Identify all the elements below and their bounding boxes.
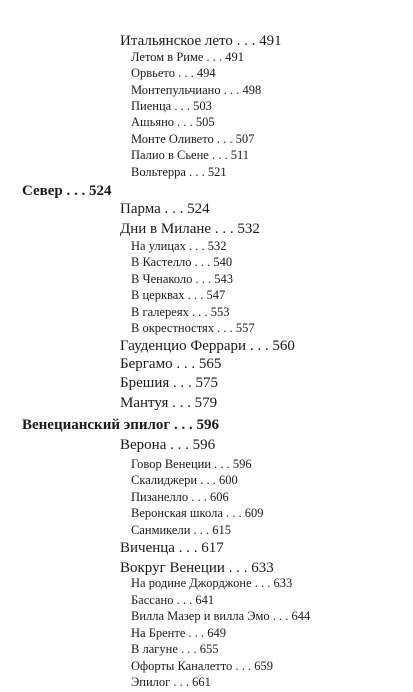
toc-page-number: 644 bbox=[291, 609, 311, 623]
toc-page-number: 596 bbox=[192, 437, 216, 453]
toc-entry-title: На улицах bbox=[131, 239, 186, 253]
toc-page-number: 498 bbox=[242, 83, 262, 97]
toc-leader-dots: . . . bbox=[211, 457, 233, 471]
toc-leader-dots: . . . bbox=[214, 321, 236, 335]
toc-entry bbox=[131, 67, 216, 80]
toc-page-number: 606 bbox=[210, 490, 229, 504]
toc-entry-title: Гауденцио Феррари bbox=[120, 338, 247, 354]
toc-page-number: 609 bbox=[244, 506, 264, 520]
toc-leader-dots: . . . bbox=[166, 437, 193, 453]
toc-leader-dots: . . . bbox=[174, 66, 197, 80]
toc-leader-dots: . . . bbox=[191, 255, 214, 269]
toc-entry-title: Орвьето bbox=[131, 66, 175, 80]
toc-entry bbox=[120, 541, 224, 556]
toc-leader-dots: . . . bbox=[188, 490, 211, 504]
toc-entry-title: Санмикели bbox=[131, 523, 191, 537]
toc-entry-title: Ашьяно bbox=[131, 115, 175, 129]
toc-entry bbox=[131, 594, 214, 607]
toc-entry bbox=[131, 240, 226, 253]
toc-entry-title: На родине Джорджоне bbox=[131, 576, 252, 590]
toc-section-heading bbox=[22, 418, 219, 433]
toc-leader-dots: . . . bbox=[269, 609, 292, 623]
toc-page-number: 505 bbox=[195, 115, 215, 129]
toc-leader-dots: . . . bbox=[220, 83, 243, 97]
toc-entry bbox=[120, 396, 217, 411]
toc-entry-title: Север bbox=[22, 183, 63, 199]
toc-page-number: 494 bbox=[196, 66, 216, 80]
toc-entry-title: В Ченаколо bbox=[131, 272, 193, 286]
toc-leader-dots: . . . bbox=[211, 221, 238, 237]
toc-page-number: 633 bbox=[273, 576, 293, 590]
toc-page-number: 560 bbox=[272, 338, 295, 354]
toc-leader-dots: . . . bbox=[185, 626, 208, 640]
toc-entry-title: Монтепульчиано bbox=[131, 83, 221, 97]
toc-leader-dots: . . . bbox=[192, 272, 215, 286]
toc-page-number: 543 bbox=[214, 272, 234, 286]
toc-leader-dots: . . . bbox=[184, 288, 207, 302]
toc-entry-title: Мантуя bbox=[120, 395, 169, 411]
toc-entry bbox=[131, 289, 225, 302]
toc-entry bbox=[120, 34, 282, 49]
toc-entry-title: Веронская школа bbox=[131, 506, 223, 520]
toc-entry bbox=[131, 84, 261, 97]
toc-entry-title: В Кастелло bbox=[131, 255, 192, 269]
toc-entry-title: Бассано bbox=[131, 593, 174, 607]
toc-entry-title: В окрестностях bbox=[131, 321, 215, 335]
toc-leader-dots: . . . bbox=[185, 165, 208, 179]
toc-leader-dots: . . . bbox=[213, 132, 236, 146]
toc-entry bbox=[131, 676, 211, 689]
toc-leader-dots: . . . bbox=[232, 659, 255, 673]
toc-entry-title: Скалиджери bbox=[131, 473, 198, 487]
toc-entry bbox=[131, 133, 254, 146]
toc-entry bbox=[131, 306, 229, 319]
toc-page-number: 491 bbox=[259, 33, 282, 49]
toc-entry bbox=[131, 524, 231, 537]
toc-entry bbox=[120, 438, 215, 453]
toc-entry-title: В галереях bbox=[131, 305, 189, 319]
toc-page-number: 565 bbox=[198, 356, 222, 372]
toc-leader-dots: . . . bbox=[171, 99, 194, 113]
toc-entry bbox=[131, 166, 227, 179]
toc-entry bbox=[120, 561, 274, 576]
toc-entry-title: Вокруг Венеции bbox=[120, 560, 225, 576]
toc-leader-dots: . . . bbox=[173, 593, 196, 607]
toc-page-number: 649 bbox=[207, 626, 227, 640]
toc-page-number: 547 bbox=[206, 288, 226, 302]
toc-entry bbox=[131, 100, 212, 113]
toc-page-number: 655 bbox=[199, 642, 219, 656]
toc-entry-title: На Бренте bbox=[131, 626, 186, 640]
toc-leader-dots: . . . bbox=[188, 305, 211, 319]
toc-entry-title: Пиенца bbox=[131, 99, 172, 113]
toc-entry-title: В церквах bbox=[131, 288, 185, 302]
toc-entry bbox=[120, 222, 260, 237]
toc-entry-title: В лагуне bbox=[131, 642, 178, 656]
toc-leader-dots: . . . bbox=[208, 148, 231, 162]
toc-leader-dots: . . . bbox=[170, 675, 193, 689]
toc-page-number: 511 bbox=[230, 148, 250, 162]
toc-leader-dots: . . . bbox=[169, 375, 196, 391]
toc-entry-title: Брешия bbox=[120, 375, 170, 391]
toc-entry-title: Верона bbox=[120, 437, 167, 453]
toc-entry bbox=[131, 507, 264, 520]
toc-page-number: 540 bbox=[213, 255, 233, 269]
toc-page-number: 641 bbox=[195, 593, 215, 607]
toc-entry bbox=[131, 660, 273, 673]
toc-leader-dots: . . . bbox=[190, 523, 213, 537]
toc-page-number: 596 bbox=[196, 417, 219, 433]
toc-page-number: 507 bbox=[235, 132, 255, 146]
toc-page-number: 532 bbox=[207, 239, 227, 253]
toc-page-number: 553 bbox=[210, 305, 230, 319]
toc-page-number: 633 bbox=[251, 560, 274, 576]
toc-page-number: 524 bbox=[187, 201, 210, 217]
toc-page-number: 557 bbox=[235, 321, 255, 335]
toc-page-number: 661 bbox=[192, 675, 211, 689]
toc-entry bbox=[131, 149, 249, 162]
toc-entry-title: Монте Оливето bbox=[131, 132, 214, 146]
toc-entry bbox=[131, 577, 292, 590]
toc-leader-dots: . . . bbox=[170, 417, 197, 433]
toc-page-number: 503 bbox=[193, 99, 212, 113]
toc-leader-dots: . . . bbox=[203, 50, 226, 64]
toc-page-number: 659 bbox=[254, 659, 273, 673]
toc-entry bbox=[131, 627, 226, 640]
toc-page-number: 617 bbox=[201, 540, 224, 556]
toc-entry-title: Парма bbox=[120, 201, 161, 217]
toc-entry-title: Дни в Милане bbox=[120, 221, 212, 237]
toc-leader-dots: . . . bbox=[174, 540, 202, 556]
toc-entry-title: Летом в Риме bbox=[131, 50, 204, 64]
toc-entry bbox=[131, 458, 252, 471]
toc-page-number: 600 bbox=[219, 473, 238, 487]
toc-entry bbox=[131, 273, 233, 286]
toc-entry-title: Пизанелло bbox=[131, 490, 189, 504]
toc-entry-title: Говор Венеции bbox=[131, 457, 212, 471]
toc-leader-dots: . . . bbox=[172, 356, 199, 372]
toc-entry-title: Итальянское лето bbox=[120, 33, 233, 49]
toc-section-heading bbox=[22, 184, 112, 199]
toc-leader-dots: . . . bbox=[224, 560, 252, 576]
toc-entry bbox=[131, 51, 244, 64]
toc-entry bbox=[131, 643, 219, 656]
toc-entry-title: Вольтерра bbox=[131, 165, 186, 179]
toc-entry bbox=[131, 116, 215, 129]
toc-page-number: 615 bbox=[212, 523, 232, 537]
toc-entry bbox=[120, 339, 295, 354]
toc-entry bbox=[131, 256, 232, 269]
toc-leader-dots: . . . bbox=[62, 183, 90, 199]
toc-entry bbox=[120, 376, 218, 391]
toc-page-number: 575 bbox=[195, 375, 218, 391]
toc-entry-title: Венецианский эпилог bbox=[22, 417, 171, 433]
toc-leader-dots: . . . bbox=[197, 473, 220, 487]
toc-page-number: 491 bbox=[225, 50, 245, 64]
toc-entry-title: Виченца bbox=[120, 540, 175, 556]
toc-page-number: 579 bbox=[194, 395, 218, 411]
toc-leader-dots: . . . bbox=[174, 115, 196, 129]
toc-leader-dots: . . . bbox=[251, 576, 274, 590]
toc-entry-title: Бергамо bbox=[120, 356, 173, 372]
toc-page-number: 524 bbox=[89, 183, 112, 199]
toc-leader-dots: . . . bbox=[160, 201, 188, 217]
toc-leader-dots: . . . bbox=[232, 33, 260, 49]
toc-leader-dots: . . . bbox=[246, 338, 273, 354]
toc-entry bbox=[120, 202, 210, 217]
toc-leader-dots: . . . bbox=[222, 506, 245, 520]
toc-entry-title: Офорты Каналетто bbox=[131, 659, 233, 673]
toc-entry bbox=[131, 610, 310, 623]
toc-entry-title: Вилла Мазер и вилла Эмо bbox=[131, 609, 270, 623]
toc-leader-dots: . . . bbox=[168, 395, 195, 411]
toc-entry bbox=[120, 357, 221, 372]
toc-entry-title: Палио в Сьене bbox=[131, 148, 209, 162]
toc-entry bbox=[131, 322, 255, 335]
toc-leader-dots: . . . bbox=[185, 239, 208, 253]
toc-entry-title: Эпилог bbox=[131, 675, 171, 689]
toc-page-number: 596 bbox=[232, 457, 252, 471]
toc-entry bbox=[131, 491, 229, 504]
toc-page-number: 532 bbox=[237, 221, 260, 237]
toc-entry bbox=[131, 474, 238, 487]
toc-leader-dots: . . . bbox=[177, 642, 200, 656]
toc-page-number: 521 bbox=[207, 165, 227, 179]
